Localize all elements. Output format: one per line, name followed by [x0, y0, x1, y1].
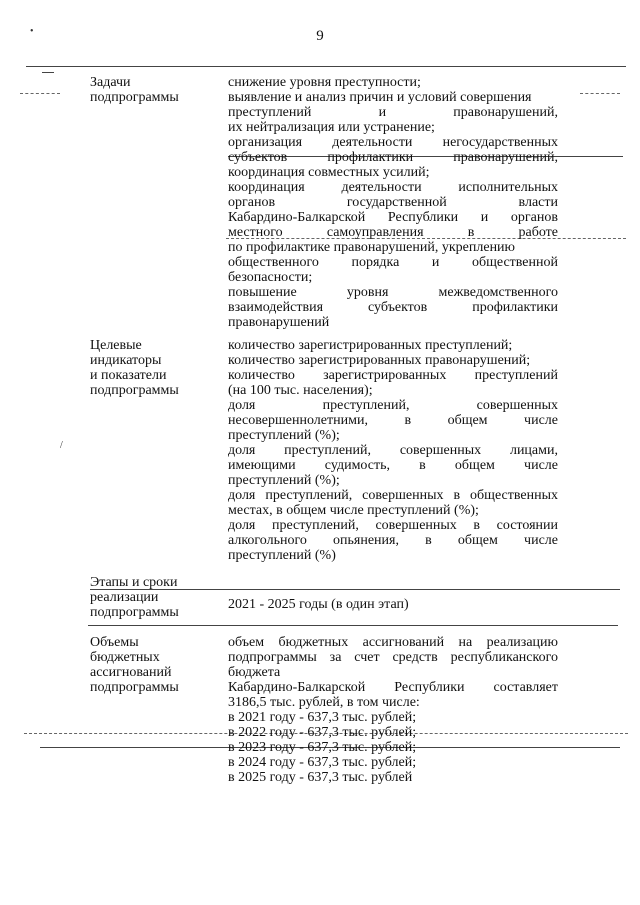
section-content-tasks: снижение уровня преступности; выявление и анализ причин и условий совершения преступлений и правонарушений, их нейтрализация или устранение; организация деятельности негосударственных субъектов профилактики правонарушений, координация совместных усилий; координация деятельности исполнительных органов государственной власти Кабардино-Балкарской Республики и органов местного самоуправления в работе по профилактике правонарушений, укреплению общественного порядка и общественной безопасности; повышение уровня межведомственного взаимодействия субъектов профилактики правонарушений: [228, 75, 558, 330]
page-number: 9: [316, 28, 324, 44]
scan-speck: •: [30, 26, 34, 37]
section-content-indicators: количество зарегистрированных преступлений; количество зарегистрированных правонарушений; количество зарегистрированных преступлений (на 100 тыс. населения); доля преступлений, совершенных несовершеннолетними, в общем числе преступлений (%); доля преступлений, совершенных лицами, имеющими судимость, в общем числе преступлений (%); доля преступлений, совершенных в общественных местах, в общем числе преступлений (%); доля преступлений, совершенных в состоянии алкогольного опьянения, в общем числе преступлений (%): [228, 338, 558, 563]
scan-speck: /: [60, 440, 63, 451]
scan-rule: [26, 66, 626, 67]
scan-rule: [580, 93, 620, 94]
section-label-budget: Объемы бюджетных ассигнований подпрограммы: [90, 635, 179, 695]
section-label-stages: Этапы и сроки реализации подпрограммы: [90, 575, 179, 620]
section-content-stages: 2021 - 2025 годы (в один этап): [228, 597, 409, 612]
section-content-budget: объем бюджетных ассигнований на реализацию подпрограммы за счет средств республиканского бюджета Кабардино-Балкарской Республики составляет 3186,5 тыс. рублей, в том числе: в 2021 году - 637,3 тыс. рублей; в 2022 году - 637,3 тыс. рублей; в 2023 году - 637,3 тыс. рублей; в 2024 году - 637,3 тыс. рублей; в 2025 году - 637,3 тыс. рублей: [228, 635, 558, 785]
scan-rule: [20, 93, 60, 94]
section-label-indicators: Целевые индикаторы и показатели подпрограммы: [90, 338, 179, 398]
scan-rule: [42, 72, 54, 73]
scan-rule: [88, 625, 618, 626]
section-label-tasks: Задачи подпрограммы: [90, 75, 179, 105]
